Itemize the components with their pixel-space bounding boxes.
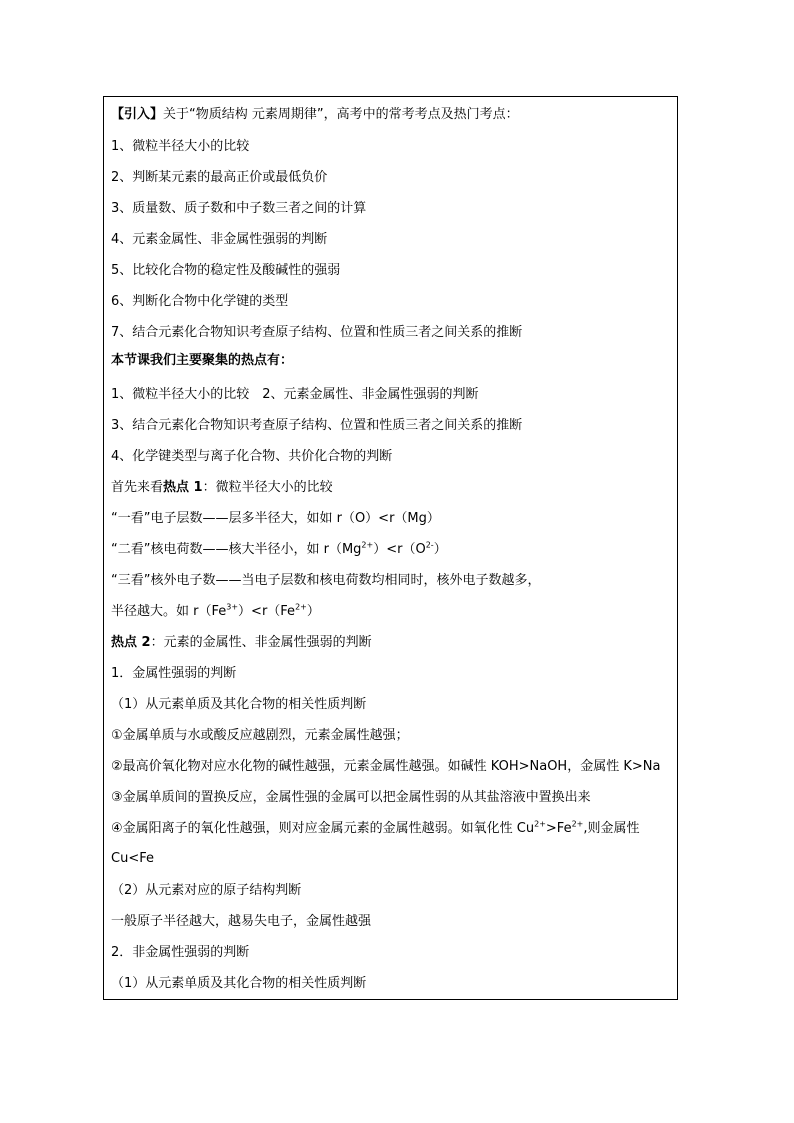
intro-label: 【引入】 <box>111 107 164 122</box>
topic-7: 7、结合元素化合物知识考查原子结构、位置和性质三者之间关系的推断 <box>111 325 523 340</box>
hotspot-2-title: 热点 2：元素的金属性、非金属性强弱的判断 <box>111 635 372 650</box>
metal-rule-2: ②最高价氧化物对应水化物的碱性越强，元素金属性越强。如碱性 KOH>NaOH，金属性 K>Na <box>111 759 661 774</box>
focus-3: 3、结合元素化合物知识考查原子结构、位置和性质三者之间关系的推断 <box>111 418 523 433</box>
metal-rule-3: ③金属单质间的置换反应，金属性强的金属可以把金属性弱的从其盐溶液中置换出来 <box>111 790 591 805</box>
intro-line: 【引入】关于“物质结构 元素周期律”，高考中的常考考点及热门考点： <box>111 107 519 122</box>
topic-6: 6、判断化合物中化学键的类型 <box>111 294 289 309</box>
rule-look-3: “三看”核外电子数——当电子层数和核电荷数均相同时，核外电子数越多， <box>111 573 541 588</box>
focus-heading: 本节课我们主要聚集的热点有： <box>111 353 294 368</box>
metal-sub-1: （1）从元素单质及其化合物的相关性质判断 <box>111 697 367 712</box>
focus-1-2: 1、微粒半径大小的比较 2、元素金属性、非金属性强弱的判断 <box>111 387 479 402</box>
nonmetal-sub-1: （1）从元素单质及其化合物的相关性质判断 <box>111 976 367 991</box>
metal-rule-4-cont: Cu<Fe <box>111 851 154 866</box>
topic-2: 2、判断某元素的最高正价或最低负价 <box>111 170 328 185</box>
hotspot-1-title: 首先来看热点 1：微粒半径大小的比较 <box>111 480 333 495</box>
rule-look-1: “一看”电子层数——层多半径大，如如 r（O）<r（Mg） <box>111 511 440 526</box>
metal-rule-1: ①金属单质与水或酸反应越剧烈，元素金属性越强； <box>111 728 409 743</box>
topic-3: 3、质量数、质子数和中子数三者之间的计算 <box>111 201 367 216</box>
topic-4: 4、元素金属性、非金属性强弱的判断 <box>111 232 328 247</box>
metal-sub-2: （2）从元素对应的原子结构判断 <box>111 883 302 898</box>
metal-rule-5: 一般原子半径越大，越易失电子，金属性越强 <box>111 914 372 929</box>
nonmetal-heading: 2．非金属性强弱的判断 <box>111 945 250 960</box>
topic-1: 1、微粒半径大小的比较 <box>111 139 250 154</box>
metal-heading: 1．金属性强弱的判断 <box>111 666 237 681</box>
topic-5: 5、比较化合物的稳定性及酸碱性的强弱 <box>111 263 341 278</box>
rule-look-2: “二看”核电荷数——核大半径小，如 $r(Mg^{2+})<r(O^{2-})$ <box>111 540 447 557</box>
metal-rule-4: ④金属阳离子的氧化性越强，则对应金属元素的金属性越弱。如氧化性 $Cu^{2+}>Fe^{2+}$,则金属性 <box>111 819 640 836</box>
rule-look-3-cont: 半径越大。如 $r(Fe^{3+})<r(Fe^{2+})$ <box>111 602 320 619</box>
focus-4: 4、化学键类型与离子化合物、共价化合物的判断 <box>111 449 393 464</box>
content-box <box>103 96 678 1000</box>
